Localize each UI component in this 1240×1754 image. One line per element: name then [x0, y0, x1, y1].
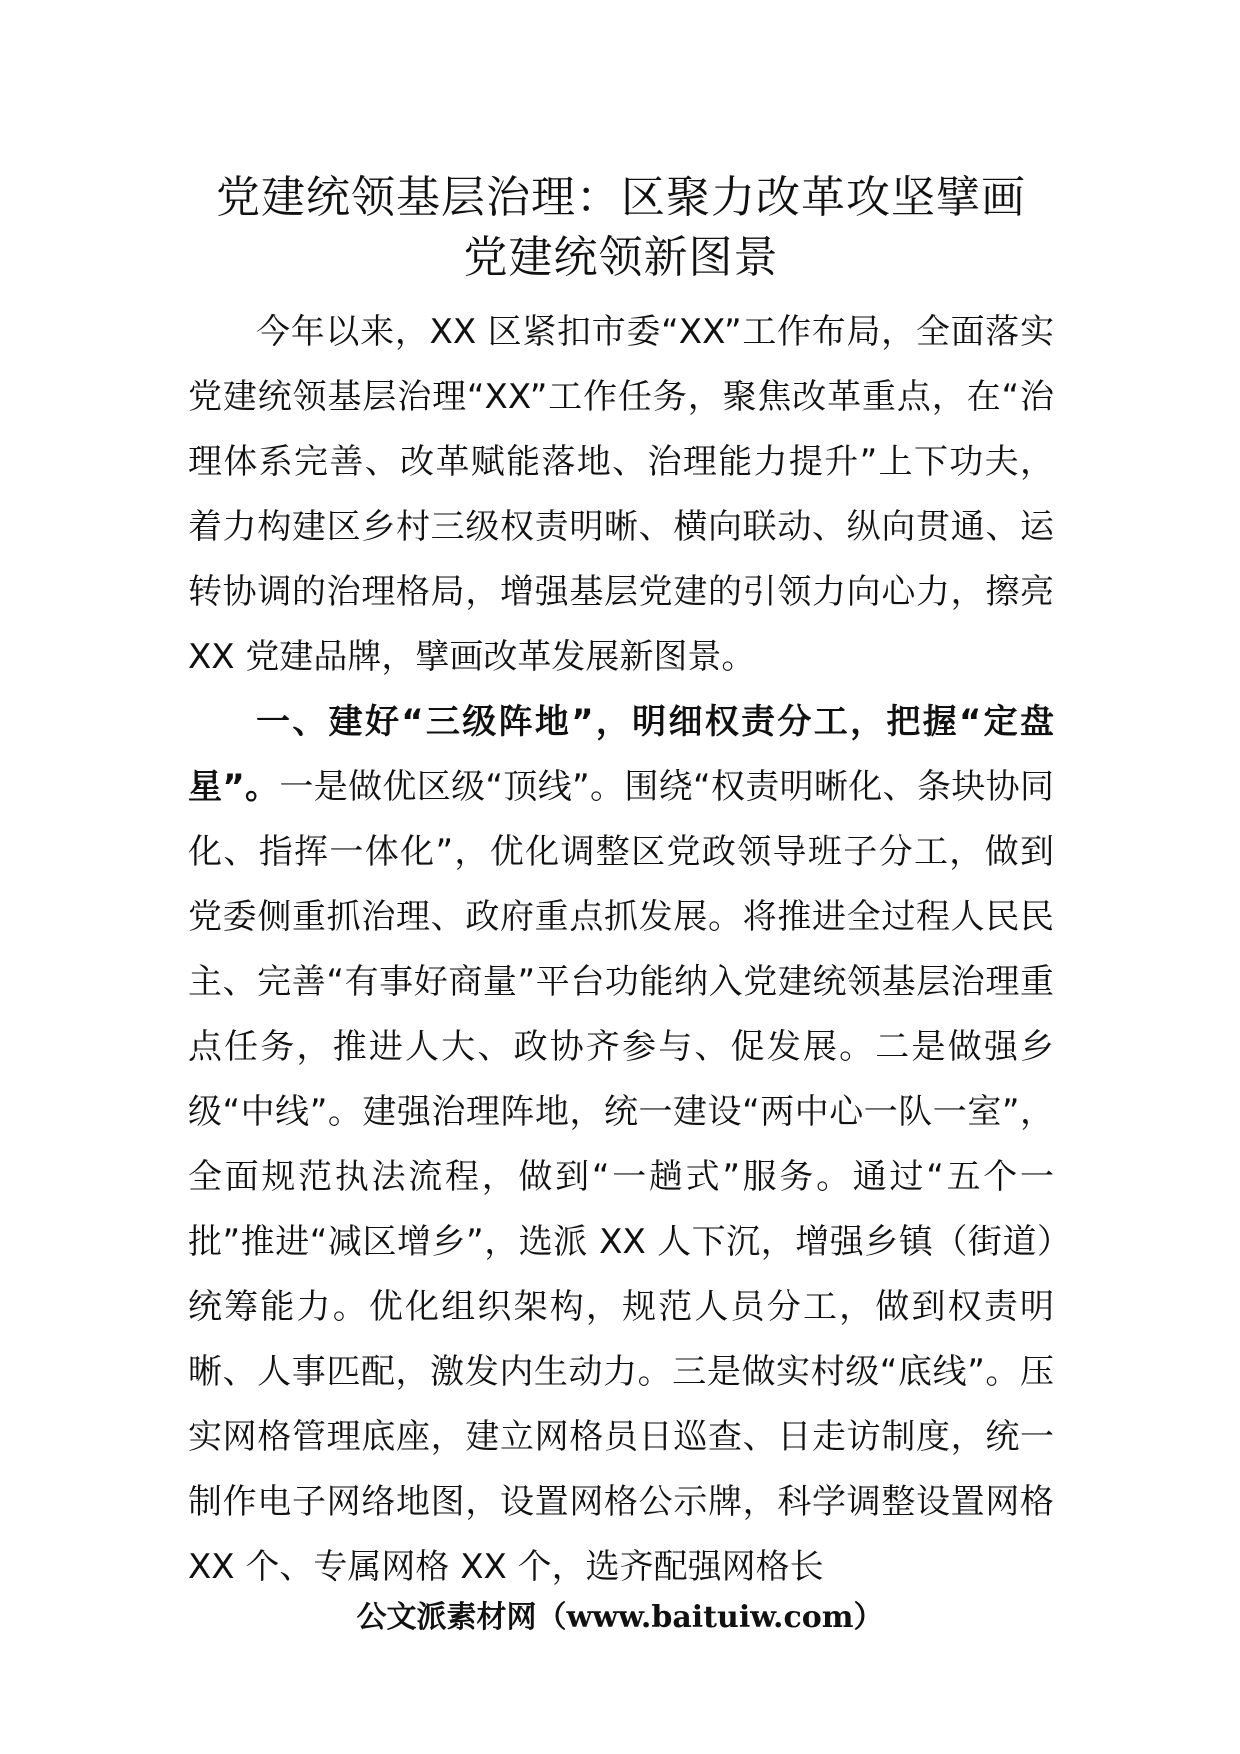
intro-paragraph: 今年以来，XX 区紧扣市委“XX”工作布局，全面落实党建统领基层治理“XX”工作任务，聚焦改革重点，在“治理体系完善、改革赋能落地、治理能力提升”上下功夫，着力构建区乡村三级权责明晰、横向联动、纵向贯通、运转协调的治理格局，增强基层党建的引领力向心力，擦亮 XX 党建品牌，擘画改革发展新图景。: [188, 312, 1054, 677]
section-1-text: 一是做优区级“顶线”。围绕“权责明晰化、条块协同化、指挥一体化”，优化调整区党政领导班子分工，做到党委侧重抓治理、政府重点抓发展。将推进全过程人民民主、完善“有事好商量”平台功能纳入党建统领基层治理重点任务，推进人大、政协齐参与、促发展。二是做强乡级“中线”。建强治理阵地，统一建设“两中心一队一室”，全面规范执法流程，做到“一趟式”服务。通过“五个一批”推进“减区增乡”，选派 XX 人下沉，增强乡镇（街道）统筹能力。优化组织架构，规范人员分工，做到权责明晰、人事匹配，激发内生动力。三是做实村级“底线”。压实网格管理底座，建立网格员日巡查、日走访制度，统一制作电子网络地图，设置网格公示牌，科学调整设置网格 XX 个、专属网格 XX 个，选齐配强网格长: [188, 767, 1054, 1587]
section-1-heading: 一、建好“三级阵地”，明细权责分工，把握“定盘星”。: [188, 702, 1054, 807]
title-line-1: 党建统领基层治理：区聚力改革攻坚擘画: [216, 172, 1026, 223]
title-line-2: 党建统领新图景: [463, 232, 779, 283]
footer-watermark: 公文派素材网（www.baituiw.com）: [356, 1600, 884, 1635]
section-1-paragraph: [188, 690, 1054, 1600]
document-title: [188, 168, 1054, 288]
